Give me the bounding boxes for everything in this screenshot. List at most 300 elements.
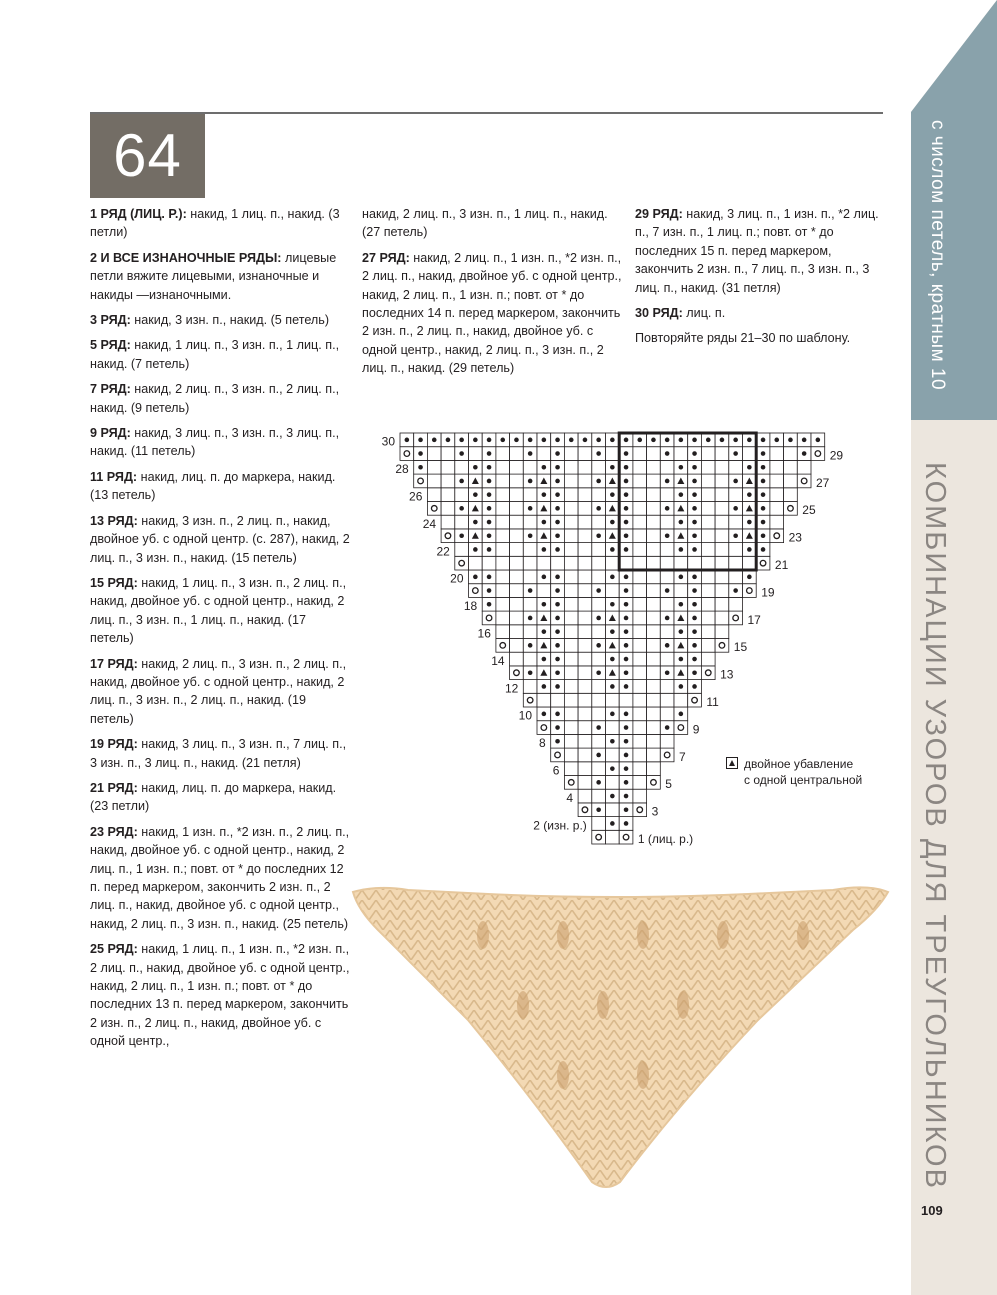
chart-cell [564, 666, 578, 680]
chart-cell [660, 597, 674, 611]
chart-cell [578, 543, 592, 557]
chart-cell [743, 556, 757, 570]
sidebar-series-label: с числом петель, кратным 10 [927, 120, 948, 391]
chart-cell [647, 570, 661, 584]
instruction-paragraph [90, 380, 350, 417]
chart-cell [674, 584, 688, 598]
chart-cell [510, 474, 524, 488]
instruction-paragraph [362, 249, 624, 378]
chart-cell [578, 707, 592, 721]
row-label-right: 21 [774, 558, 789, 572]
chart-cell [523, 693, 537, 707]
purl-dot [747, 465, 752, 470]
chart-cell [633, 474, 647, 488]
purl-dot [610, 547, 615, 552]
chart-cell [564, 639, 578, 653]
row-label-left: 22 [436, 544, 450, 559]
chart-cell [660, 515, 674, 529]
chart-cell [701, 543, 715, 557]
chart-cell [564, 762, 578, 776]
purl-dot [542, 602, 547, 607]
purl-dot [720, 438, 725, 443]
purl-dot [610, 520, 615, 525]
chart-cell [441, 502, 455, 516]
purl-dot [446, 438, 451, 443]
row-heading: 23 РЯД: [90, 824, 138, 839]
chart-cell [715, 639, 729, 653]
purl-dot [555, 602, 560, 607]
chart-cell [441, 515, 455, 529]
chart-cell [660, 734, 674, 748]
chart-cell [523, 460, 537, 474]
purl-dot [665, 616, 670, 621]
row-label-right: 11 [706, 695, 719, 709]
chart-cell [660, 693, 674, 707]
row-text: лиц. п. [682, 306, 726, 321]
purl-dot [596, 753, 601, 758]
chart-cell [633, 707, 647, 721]
chart-cell [701, 474, 715, 488]
chart-cell [592, 625, 606, 639]
chart-cell [496, 460, 510, 474]
chart-cell [633, 666, 647, 680]
purl-dot [761, 506, 766, 511]
legend-line-1: двойное убавление [744, 757, 854, 771]
chart-cell [701, 556, 715, 570]
purl-dot [692, 506, 697, 511]
chart-cell [770, 447, 784, 461]
chart-cell [496, 488, 510, 502]
row-label-right: 17 [747, 612, 761, 627]
chart-cell [510, 447, 524, 461]
purl-dot [624, 739, 629, 744]
purl-dot [610, 766, 615, 771]
chart-cell [647, 734, 661, 748]
purl-dot [542, 547, 547, 552]
chart-cell [578, 474, 592, 488]
purl-dot [487, 465, 492, 470]
purl-dot [610, 465, 615, 470]
chart-cell [647, 502, 661, 516]
purl-dot [761, 438, 766, 443]
chart-cell [633, 597, 647, 611]
chart-cell [564, 597, 578, 611]
row-label-right: 29 [829, 448, 844, 463]
row-text: накид, 2 лиц. п., 3 изн. п., 1 лиц. п., накид. (27 петель) [362, 207, 608, 240]
chart-cell [660, 570, 674, 584]
chart-cell [701, 502, 715, 516]
purl-dot [624, 547, 629, 552]
row-heading: 21 РЯД: [90, 780, 138, 795]
purl-dot [487, 492, 492, 497]
purl-dot [692, 547, 697, 552]
chart-cell [633, 748, 647, 762]
purl-dot [624, 643, 629, 648]
chart-cell [523, 570, 537, 584]
chart-cell [578, 652, 592, 666]
purl-dot [610, 821, 615, 826]
row-text: накид, 3 лиц. п., 3 изн. п., 7 лиц. п., 3 изн. п., 3 лиц. п., накид. (21 петля) [90, 737, 347, 770]
row-label-right: 5 [665, 777, 672, 792]
chart-cell [770, 488, 784, 502]
page-number: 109 [921, 1203, 943, 1218]
purl-dot [473, 520, 478, 525]
chart-cell [578, 803, 592, 817]
purl-dot [459, 533, 464, 538]
chart-cell [441, 447, 455, 461]
chart-cell [660, 748, 674, 762]
chart-cell [510, 639, 524, 653]
row-text: накид, 1 изн. п., *2 изн. п., 2 лиц. п., накид, двойное уб. с одной центр., накид, 2 лиц. п., 1 изн. п.; повт. от * до последних 12 п. перед маркером, закончить 2 изн. п., 2 лиц. п., накид, двойное уб. с одной центр., накид, 2 лиц. п., 3 изн. п., накид. (25 петель) [90, 824, 350, 931]
chart-cell [510, 597, 524, 611]
chart-cell [674, 447, 688, 461]
purl-dot [624, 575, 629, 580]
purl-dot [555, 629, 560, 634]
chart-cell [784, 502, 798, 516]
chart-cell [770, 502, 784, 516]
chart-cell [647, 666, 661, 680]
chart-cell [647, 447, 661, 461]
chart-cell [564, 652, 578, 666]
purl-dot [679, 465, 684, 470]
chart-cell [633, 693, 647, 707]
row-heading: 15 РЯД: [90, 575, 138, 590]
chart-cell [715, 488, 729, 502]
row-text: накид, 2 лиц. п., 1 изн. п., *2 изн. п., 2 лиц. п., накид, двойное уб. с одной центр., накид, 2 лиц. п., 1 изн. п.; повт. от * до последних 14 п. перед маркером, закончить 2 изн. п., 2 лиц. п., накид, двойное уб. с одной центр., накид, 2 лиц. п., 3 изн. п., 2 лиц. п., накид. (29 петель) [362, 250, 622, 376]
instruction-paragraph [90, 823, 350, 933]
purl-dot [761, 465, 766, 470]
purl-dot [528, 451, 533, 456]
chart-cell [729, 611, 743, 625]
purl-dot [692, 533, 697, 538]
chart-cell [578, 597, 592, 611]
chart-cell [551, 693, 565, 707]
chart-cell [770, 460, 784, 474]
purl-dot [624, 794, 629, 799]
purl-dot [555, 643, 560, 648]
instruction-paragraph [90, 940, 350, 1050]
chart-cell [496, 447, 510, 461]
purl-dot [665, 588, 670, 593]
chart-cell [592, 707, 606, 721]
chart-cell [564, 776, 578, 790]
chart-cell [578, 762, 592, 776]
chart-cell [619, 830, 633, 844]
chart-cell [427, 474, 441, 488]
chart-cell [606, 830, 620, 844]
chart-cell [441, 529, 455, 543]
chart-cell [496, 502, 510, 516]
chart-cell [578, 693, 592, 707]
purl-dot [692, 520, 697, 525]
purl-dot [761, 492, 766, 497]
chart-cell [455, 488, 469, 502]
chart-cell [606, 803, 620, 817]
chart-cell [564, 502, 578, 516]
chart-cell [592, 597, 606, 611]
row-heading: 3 РЯД: [90, 313, 131, 328]
row-label-left: 18 [463, 599, 478, 614]
purl-dot [624, 520, 629, 525]
chart-cell [523, 515, 537, 529]
chart-cell [469, 447, 483, 461]
chart-cell [523, 625, 537, 639]
chart-cell [647, 611, 661, 625]
purl-dot [542, 492, 547, 497]
chart-cell [537, 556, 551, 570]
chart-cell [647, 543, 661, 557]
chart-cell [660, 460, 674, 474]
chart-cell [784, 447, 798, 461]
row-label-left: 6 [552, 763, 560, 778]
purl-dot [624, 684, 629, 689]
purl-dot [610, 684, 615, 689]
chart-cell [592, 515, 606, 529]
chart-cell [592, 830, 606, 844]
row-text: накид, 1 лиц. п., 3 изн. п., 2 лиц. п., накид, двойное уб. с одной центр., накид, 2 лиц. п., 3 изн. п., 1 лиц. п., накид. (17 петель) [90, 575, 347, 646]
chart-cell [592, 460, 606, 474]
chart-cell [619, 556, 633, 570]
purl-dot [624, 533, 629, 538]
purl-dot [816, 438, 821, 443]
purl-dot [610, 794, 615, 799]
chart-cell [660, 488, 674, 502]
chart-cell [606, 584, 620, 598]
chart-cell [564, 693, 578, 707]
chart-cell [701, 570, 715, 584]
row-label-right: 3 [651, 804, 659, 819]
chart-cell [564, 584, 578, 598]
chart-cell [647, 625, 661, 639]
chart-cell [564, 474, 578, 488]
chart-cell [564, 734, 578, 748]
chart-cell [578, 748, 592, 762]
chart-cell [743, 584, 757, 598]
purl-dot [569, 438, 574, 443]
chart-cell [715, 597, 729, 611]
purl-dot [487, 533, 492, 538]
chart-cell [701, 597, 715, 611]
row-label-left: 12 [504, 681, 519, 696]
chart-cell [496, 584, 510, 598]
purl-dot [679, 547, 684, 552]
row-text: накид, 1 лиц. п., накид. (3 петли) [90, 207, 340, 240]
row-text: накид, 2 лиц. п., 3 изн. п., 2 лиц. п., накид. (9 петель) [90, 382, 340, 415]
chart-cell [715, 570, 729, 584]
chart-cell [784, 460, 798, 474]
instruction-paragraph [90, 779, 350, 816]
chart-cell [564, 488, 578, 502]
row-label-left: 20 [450, 571, 464, 586]
chart-cell [715, 474, 729, 488]
purl-dot [555, 684, 560, 689]
chart-cell [578, 611, 592, 625]
chart-cell [510, 666, 524, 680]
chart-cell [564, 680, 578, 694]
chart-cell [564, 460, 578, 474]
purl-dot [624, 712, 629, 717]
chart-cell [715, 625, 729, 639]
chart-cell [701, 625, 715, 639]
knitting-chart [360, 420, 880, 860]
purl-dot [473, 438, 478, 443]
purl-dot [679, 712, 684, 717]
chart-cell [551, 556, 565, 570]
chart-cell [633, 680, 647, 694]
purl-dot [542, 465, 547, 470]
purl-dot [487, 588, 492, 593]
row-label-right: 19 [761, 585, 775, 600]
chart-cell [633, 543, 647, 557]
row-text: лицевые петли вяжите лицевыми, изнаночные и накиды —изнаночными. [90, 250, 337, 302]
purl-dot [500, 438, 505, 443]
chart-cell [633, 502, 647, 516]
instruction-paragraph [90, 424, 350, 461]
chart-cell [660, 707, 674, 721]
chart-cell [510, 543, 524, 557]
purl-dot [692, 670, 697, 675]
row-text: накид, 1 лиц. п., 3 изн. п., 1 лиц. п., накид. (7 петель) [90, 338, 340, 371]
chart-cell [592, 543, 606, 557]
purl-dot [665, 506, 670, 511]
instructions-column-1 [90, 205, 350, 1058]
decrease-symbol-icon [726, 757, 738, 769]
purl-dot [761, 451, 766, 456]
chart-cell [797, 460, 811, 474]
purl-dot [487, 451, 492, 456]
chart-cell [523, 556, 537, 570]
chart-cell [578, 529, 592, 543]
chart-cell [715, 556, 729, 570]
instruction-paragraph [635, 304, 880, 322]
purl-dot [679, 492, 684, 497]
purl-dot [665, 670, 670, 675]
chart-cell [578, 639, 592, 653]
purl-dot [624, 438, 629, 443]
chart-cell [647, 762, 661, 776]
chart-cell [578, 447, 592, 461]
chart-cell [564, 447, 578, 461]
row-heading: 9 РЯД: [90, 426, 131, 441]
chart-cell [647, 639, 661, 653]
purl-dot [555, 533, 560, 538]
chart-cell [510, 529, 524, 543]
purl-dot [733, 438, 738, 443]
chart-cell [647, 693, 661, 707]
chart-cell [578, 584, 592, 598]
purl-dot [610, 629, 615, 634]
chart-cell [701, 515, 715, 529]
purl-dot [624, 821, 629, 826]
purl-dot [665, 643, 670, 648]
chart-cell [715, 584, 729, 598]
chart-cell [496, 625, 510, 639]
row-text: накид, 3 лиц. п., 1 изн. п., *2 лиц. п., 7 изн. п., 1 лиц. п.; повт. от * до последних 15 п. перед маркером, закончить 2 изн. п., 7 лиц. п., 3 изн. п., 3 лиц. п., накид. (31 петля) [635, 207, 879, 295]
purl-dot [679, 602, 684, 607]
purl-dot [487, 479, 492, 484]
purl-dot [761, 479, 766, 484]
purl-dot [733, 533, 738, 538]
chart-cell [701, 639, 715, 653]
purl-dot [747, 492, 752, 497]
purl-dot [788, 438, 793, 443]
chart-cell [770, 529, 784, 543]
chart-cell [647, 680, 661, 694]
purl-dot [733, 506, 738, 511]
chart-cell [482, 611, 496, 625]
chart-cell [578, 776, 592, 790]
chart-cell [729, 556, 743, 570]
purl-dot [542, 684, 547, 689]
purl-dot [487, 602, 492, 607]
purl-dot [802, 451, 807, 456]
purl-dot [692, 684, 697, 689]
chart-cell [701, 652, 715, 666]
purl-dot [624, 479, 629, 484]
purl-dot [555, 712, 560, 717]
purl-dot [487, 547, 492, 552]
chart-cell [633, 762, 647, 776]
purl-dot [624, 451, 629, 456]
purl-dot [610, 602, 615, 607]
purl-dot [555, 465, 560, 470]
chart-cell [496, 515, 510, 529]
purl-dot [761, 533, 766, 538]
chart-cell [537, 447, 551, 461]
chart-cell [564, 721, 578, 735]
purl-dot [679, 575, 684, 580]
purl-dot [624, 807, 629, 812]
purl-dot [596, 780, 601, 785]
chart-cell [510, 460, 524, 474]
purl-dot [596, 643, 601, 648]
purl-dot [610, 739, 615, 744]
purl-dot [596, 451, 601, 456]
chart-cell [592, 734, 606, 748]
purl-dot [665, 479, 670, 484]
chart-cell [729, 460, 743, 474]
row-heading: 2 И ВСЕ ИЗНАНОЧНЫЕ РЯДЫ: [90, 250, 282, 265]
chart-cell [578, 680, 592, 694]
purl-dot [459, 438, 464, 443]
purl-dot [473, 547, 478, 552]
chart-cell [647, 652, 661, 666]
chart-cell [510, 584, 524, 598]
chart-cell [701, 611, 715, 625]
chart-cell [633, 776, 647, 790]
purl-dot [624, 725, 629, 730]
chart-cell [715, 543, 729, 557]
chart-cell [701, 460, 715, 474]
chart-cell [647, 474, 661, 488]
purl-dot [555, 547, 560, 552]
purl-dot [610, 657, 615, 662]
purl-dot [555, 616, 560, 621]
purl-dot [692, 616, 697, 621]
purl-dot [679, 438, 684, 443]
instruction-paragraph [90, 311, 350, 329]
chart-cell [564, 543, 578, 557]
row-label-left: 24 [422, 516, 437, 531]
instruction-paragraph [90, 735, 350, 772]
row-heading: 30 РЯД: [635, 306, 683, 321]
chart-cell [523, 597, 537, 611]
chart-cell [674, 721, 688, 735]
row-label-right: 25 [802, 503, 816, 518]
purl-dot [706, 438, 711, 443]
chart-cell [715, 515, 729, 529]
chart-cell [441, 474, 455, 488]
